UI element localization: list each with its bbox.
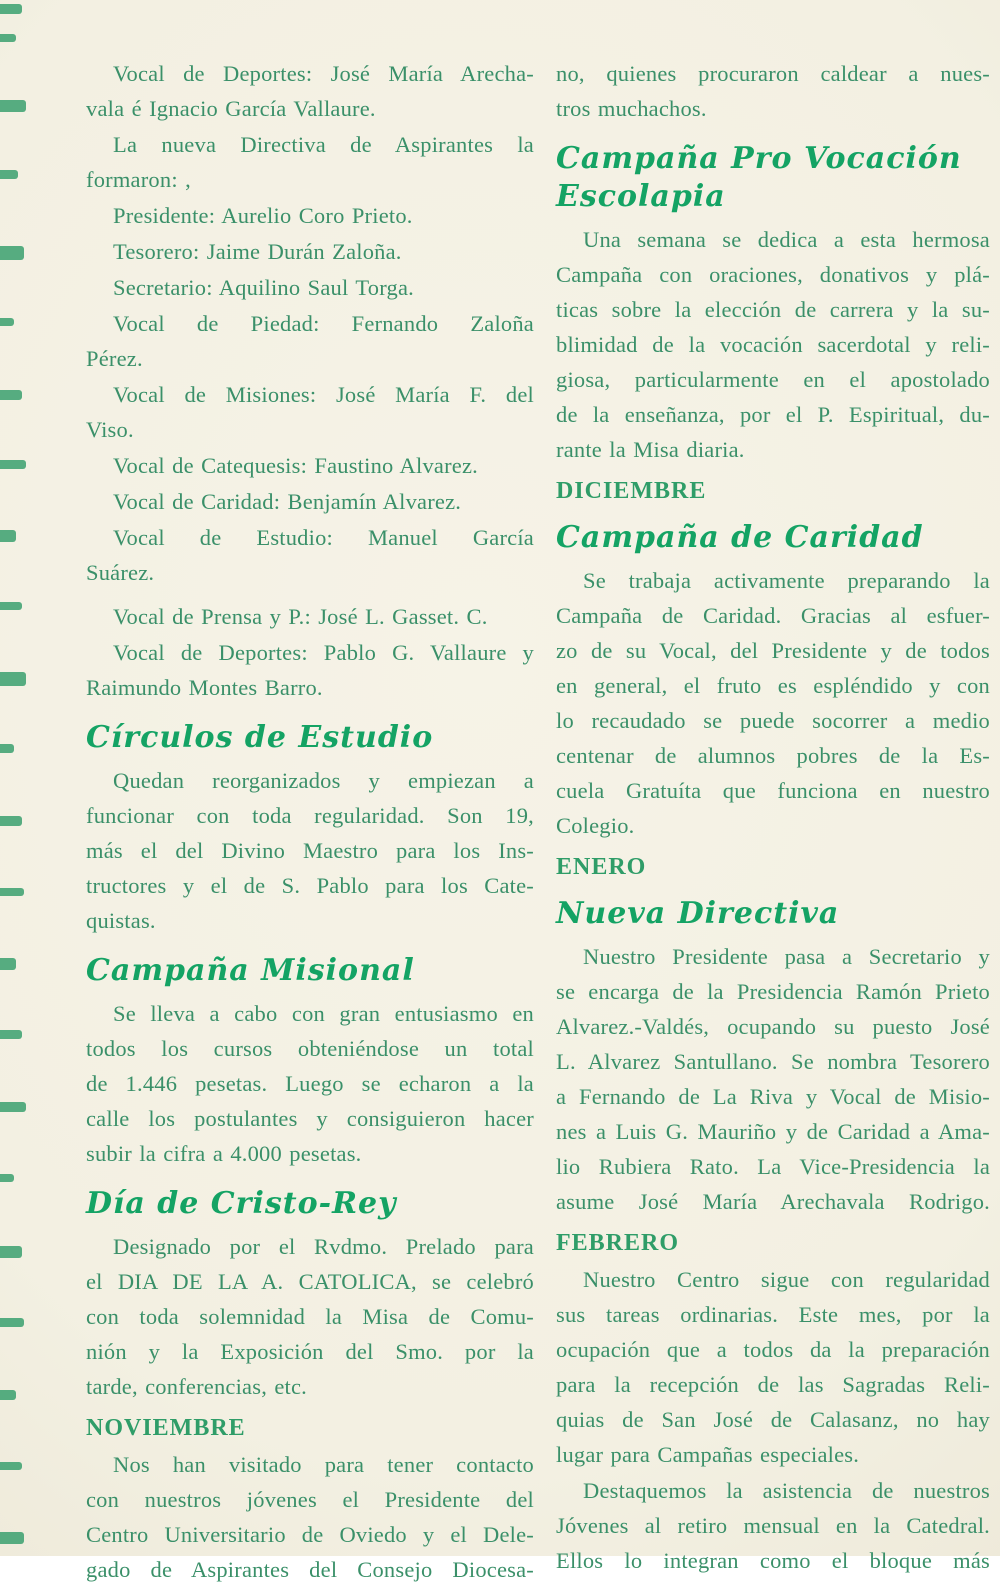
text-line: rante la Misa diaria. — [556, 437, 745, 462]
heading-line: Nueva Directiva — [556, 896, 840, 931]
edge-mark — [0, 888, 24, 896]
text-line: Presidente: Aurelio Coro Prieto. — [113, 203, 413, 228]
edge-mark — [0, 390, 22, 400]
paragraph — [556, 939, 990, 1219]
text-line: Quedan reorganizados y empiezan a — [113, 768, 534, 793]
edge-mark — [0, 1030, 22, 1039]
text-line: giosa, particularmente en el apostolado — [556, 367, 990, 392]
month-heading: ENERO — [556, 854, 647, 880]
text-line: se encarga de la Presidencia Ramón Prieto — [556, 979, 990, 1004]
paragraph — [86, 520, 534, 590]
text-line: con nuestros jóvenes el Presidente del — [86, 1487, 534, 1512]
text-line: nes a Luis G. Mauriño y de Caridad a Ama- — [556, 1119, 990, 1144]
text-line: Vocal de Deportes: José María Arecha- — [113, 61, 534, 86]
text-line: Jóvenes al retiro mensual en la Catedral. — [556, 1513, 990, 1538]
text-line: Nuestro Centro sigue con regularidad — [583, 1267, 990, 1292]
text-line: de la enseñanza, por el P. Espiritual, du- — [556, 402, 990, 427]
paragraph — [86, 763, 534, 938]
section-heading — [86, 1185, 534, 1223]
paragraph — [86, 56, 534, 126]
text-line: ocupación que a todos da la preparación — [556, 1337, 990, 1362]
heading-line: Campaña de Caridad — [556, 520, 924, 555]
text-line: Secretario: Aquilino Saul Torga. — [113, 275, 414, 300]
page-binding-edge-marks — [0, 0, 34, 1556]
text-line: centenar de alumnos pobres de la Es- — [556, 743, 990, 768]
text-line: quias de San José de Calasanz, no hay — [556, 1407, 990, 1432]
text-line: Pérez. — [86, 346, 143, 371]
text-line: Vocal de Caridad: Benjamín Alvarez. — [113, 489, 462, 514]
month-heading: FEBRERO — [556, 1230, 680, 1256]
text-line: Raimundo Montes Barro. — [86, 675, 323, 700]
paragraph — [86, 484, 534, 519]
text-line: de 1.446 pesetas. Luego se echaron a la — [86, 1071, 534, 1096]
text-line: Vocal de Estudio: Manuel García — [113, 525, 534, 550]
text-line: Nuestro Presidente pasa a Secretario y — [583, 944, 990, 969]
text-line: Suárez. — [86, 560, 155, 585]
section-heading — [556, 140, 990, 216]
text-line: asume José María Arechavala Rodrigo. — [556, 1189, 990, 1214]
text-line: tarde, conferencias, etc. — [86, 1374, 307, 1399]
text-line: tros muchachos. — [556, 96, 707, 121]
paragraph — [86, 198, 534, 233]
text-line: Alvarez.-Valdés, ocupando su puesto José — [556, 1014, 990, 1039]
edge-mark — [0, 318, 14, 326]
section-heading — [86, 719, 534, 757]
text-line: más el del Divino Maestro para los Ins- — [86, 838, 534, 863]
text-line: Vocal de Piedad: Fernando Zaloña — [113, 311, 534, 336]
paragraph — [86, 127, 534, 197]
heading-line: Escolapia — [556, 179, 726, 214]
text-line: en general, el fruto es espléndido y con — [556, 673, 990, 698]
edge-mark — [0, 1532, 24, 1544]
text-line: Nos han visitado para tener contacto — [113, 1452, 534, 1477]
paragraph — [86, 234, 534, 269]
text-line: Se lleva a cabo con gran entusiasmo en — [113, 1001, 534, 1026]
paragraph — [86, 1229, 534, 1404]
text-line: nión y la Exposición del Smo. por la — [86, 1339, 534, 1364]
month-heading: NOVIEMBRE — [86, 1415, 246, 1441]
text-line: Viso. — [86, 417, 134, 442]
text-line: Destaquemos la asistencia de nuestros — [583, 1478, 990, 1503]
edge-mark — [0, 246, 24, 260]
text-line: Centro Universitario de Oviedo y el Dele- — [86, 1522, 534, 1547]
text-line: a Fernando de La Riva y Vocal de Misio- — [556, 1084, 990, 1109]
text-line: para la recepción de las Sagradas Reli- — [556, 1372, 990, 1397]
paragraph — [86, 377, 534, 447]
paragraph — [86, 1447, 534, 1587]
text-line: blimidad de la vocación sacerdotal y reli- — [556, 332, 990, 357]
text-line: cuela Gratuíta que funciona en nuestro — [556, 778, 990, 803]
text-line: Designado por el Rvdmo. Prelado para — [113, 1234, 534, 1259]
text-line: formaron: , — [86, 167, 191, 192]
text-line: el DIA DE LA A. CATOLICA, se celebró — [86, 1269, 534, 1294]
text-line: L. Alvarez Santullano. Se nombra Tesorero — [556, 1049, 990, 1074]
text-line: Una semana se dedica a esta hermosa — [583, 227, 990, 252]
paragraph — [86, 448, 534, 483]
text-line: Campaña de Caridad. Gracias al esfuer- — [556, 603, 990, 628]
text-line: Se trabaja activamente preparando la — [583, 568, 990, 593]
text-line: Vocal de Catequesis: Faustino Alvarez. — [113, 453, 478, 478]
edge-mark — [0, 1102, 26, 1112]
text-line: subir la cifra a 4.000 pesetas. — [86, 1141, 362, 1166]
edge-mark — [0, 1246, 22, 1258]
paragraph — [86, 635, 534, 705]
edge-mark — [0, 816, 22, 826]
text-line: La nueva Directiva de Aspirantes la — [113, 132, 534, 157]
right-column — [556, 56, 990, 1579]
paragraph — [86, 599, 534, 634]
paragraph — [86, 996, 534, 1171]
edge-mark — [0, 1174, 14, 1182]
paragraph — [556, 222, 990, 467]
paragraph — [86, 306, 534, 376]
section-heading — [556, 519, 990, 557]
heading-line: Círculos de Estudio — [86, 720, 434, 755]
paragraph — [556, 1262, 990, 1472]
text-line: Vocal de Deportes: Pablo G. Vallaure y — [113, 640, 534, 665]
text-line: Colegio. — [556, 813, 635, 838]
paragraph — [556, 56, 990, 126]
edge-mark — [0, 530, 16, 542]
text-line: lugar para Campañas especiales. — [556, 1442, 860, 1467]
text-line: Ellos lo integran como el bloque más — [556, 1548, 990, 1573]
edge-mark — [0, 958, 16, 970]
heading-line: Campaña Pro Vocación — [556, 141, 962, 176]
heading-line: Campaña Misional — [86, 953, 415, 988]
edge-mark — [0, 100, 26, 112]
section-heading — [556, 895, 990, 933]
text-line: Vocal de Misiones: José María F. del — [113, 382, 534, 407]
left-column — [86, 56, 534, 1588]
text-line: Campaña con oraciones, donativos y plá- — [556, 262, 990, 287]
text-line: con toda solemnidad la Misa de Comu- — [86, 1304, 534, 1329]
edge-mark — [0, 602, 22, 610]
text-line: lio Rubiera Rato. La Vice-Presidencia la — [556, 1154, 990, 1179]
text-line: todos los cursos obteniéndose un total — [86, 1036, 534, 1061]
text-line: tructores y el de S. Pablo para los Cate- — [86, 873, 534, 898]
text-line: quistas. — [86, 908, 156, 933]
text-line: Tesorero: Jaime Durán Zaloña. — [113, 239, 402, 264]
edge-mark — [0, 1318, 24, 1327]
edge-mark — [0, 4, 22, 14]
text-line: sus tareas ordinarias. Este mes, por la — [556, 1302, 990, 1327]
edge-mark — [0, 1462, 22, 1470]
text-line: calle los postulantes y consiguieron hacer — [86, 1106, 534, 1131]
edge-mark — [0, 744, 14, 753]
heading-line: Día de Cristo-Rey — [86, 1186, 397, 1221]
section-heading — [86, 952, 534, 990]
text-line: no, quienes procuraron caldear a nues- — [556, 61, 990, 86]
month-heading: DICIEMBRE — [556, 478, 707, 504]
text-line: funcionar con toda regularidad. Son 19, — [86, 803, 534, 828]
text-line: gado de Aspirantes del Consejo Diocesa- — [86, 1557, 534, 1582]
edge-mark — [0, 34, 16, 42]
edge-mark — [0, 170, 18, 179]
text-line: ticas sobre la elección de carrera y la su- — [556, 297, 990, 322]
paragraph — [556, 1473, 990, 1578]
edge-mark — [0, 460, 26, 469]
paragraph — [86, 270, 534, 305]
text-line: lo recaudado se puede socorrer a medio — [556, 708, 990, 733]
edge-mark — [0, 1390, 16, 1400]
paragraph — [556, 563, 990, 843]
text-line: vala é Ignacio García Vallaure. — [86, 96, 376, 121]
text-line: zo de su Vocal, del Presidente y de todos — [556, 638, 990, 663]
edge-mark — [0, 672, 26, 686]
text-line: Vocal de Prensa y P.: José L. Gasset. C. — [113, 604, 488, 629]
